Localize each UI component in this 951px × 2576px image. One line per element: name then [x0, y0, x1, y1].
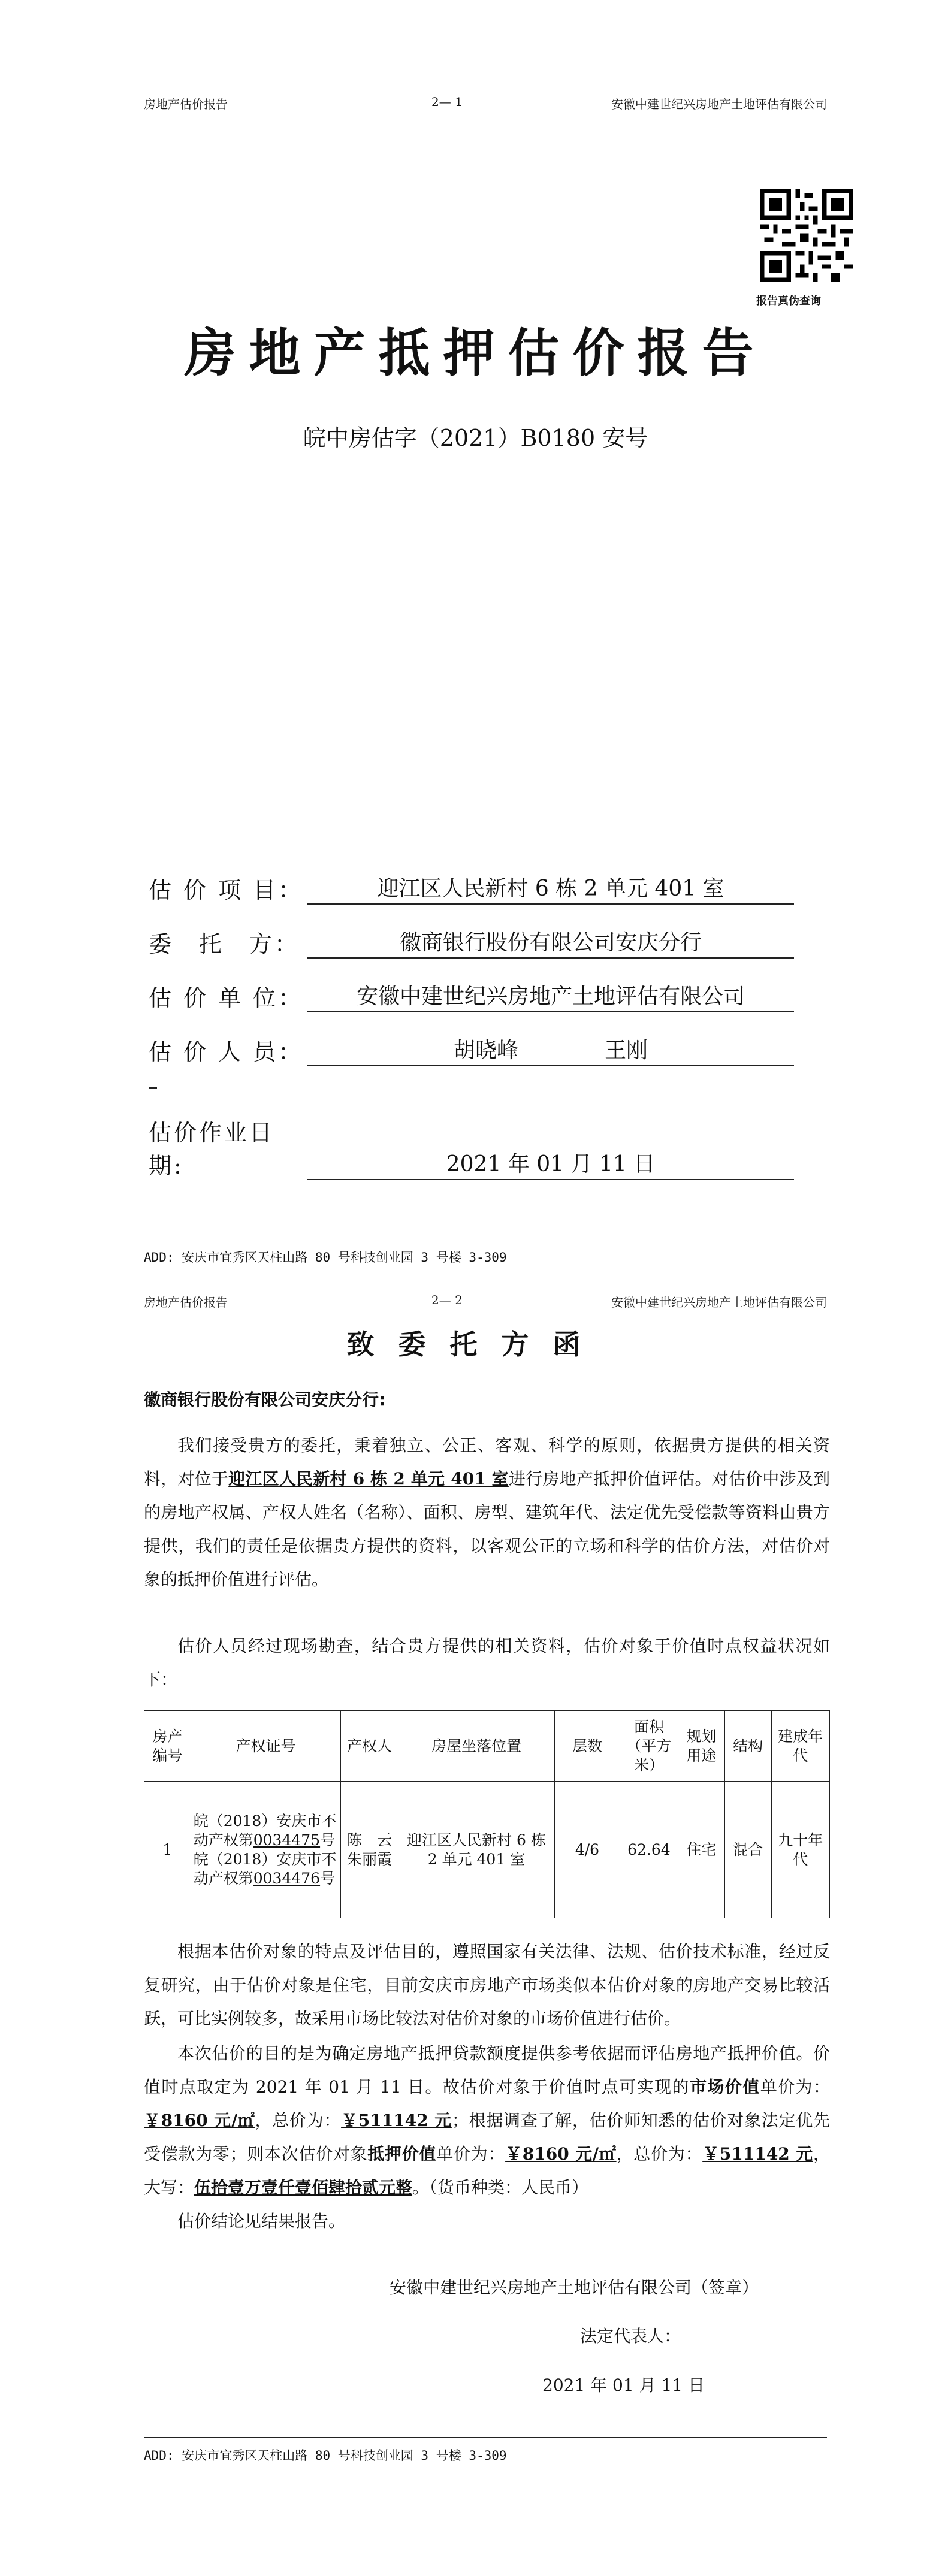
- field-value: 安徽中建世纪兴房地产土地评估有限公司: [307, 979, 794, 1012]
- table-cell-cert: 皖（2018）安庆市不动产权第0034475号 皖（2018）安庆市不动产权第0034476号: [191, 1782, 341, 1918]
- field-value: 徽商银行股份有限公司安庆分行: [307, 926, 794, 959]
- table-header-cell: 房产编号: [144, 1711, 191, 1782]
- report-title: 房地产抵押估价报告: [184, 323, 767, 383]
- letter-addressee: 徽商银行股份有限公司安庆分行:: [144, 1390, 386, 1410]
- table-header-cell: 层数: [555, 1711, 620, 1782]
- field-appraiser-unit: [149, 979, 794, 1012]
- signature-company: 安徽中建世纪兴房地产土地评估有限公司（签章）: [390, 2278, 759, 2297]
- field-work-date: [149, 1114, 794, 1180]
- property-table: [144, 1710, 830, 1918]
- stray-mark: [149, 1087, 157, 1089]
- qr-caption: 报告真伪查询: [756, 295, 821, 307]
- document-number: 皖中房估字（2021）B0180 安号: [303, 425, 648, 451]
- paragraph-1: 我们接受贵方的委托，秉着独立、公正、客观、科学的原则，依据贵方提供的相关资料，对位于迎江区人民新村 6 栋 2 单元 401 室进行房地产抵押价值评估。对估价中涉及到的房地产权属、产权人姓名（名称）、面积、房型、建筑年代、法定优先受偿款等资料由贵方提供，我们的责任是依据贵方提供的资料，以客观公正的立场和科学的估价方法，对估价对象的抵押价值进行评估。: [144, 1435, 830, 1589]
- header-page-number: 2— 2: [431, 1293, 463, 1307]
- paragraph-2: 估价人员经过现场勘查，结合贵方提供的相关资料，估价对象于价值时点权益状况如下：: [144, 1636, 830, 1689]
- table-header-cell: 建成年代: [771, 1711, 829, 1782]
- field-label: 委 托 方：: [149, 931, 300, 957]
- field-value: 胡晓峰 王刚: [307, 1033, 794, 1066]
- footer-rule: [144, 2437, 827, 2438]
- page1-footer: ADD: 安庆市宜秀区天柱山路 80 号科技创业园 3 号楼 3-309: [144, 1250, 507, 1265]
- header-left: 房地产估价报告: [144, 97, 228, 111]
- field-label: 估 价 项 目：: [149, 877, 304, 903]
- table-header-cell: 房屋坐落位置: [398, 1711, 555, 1782]
- field-client: [149, 926, 794, 959]
- table-header-cell: 面积（平方米）: [620, 1711, 678, 1782]
- table-cell: 住宅: [678, 1782, 725, 1918]
- table-header-cell: 规划用途: [678, 1711, 725, 1782]
- property-address: 迎江区人民新村 6 栋 2 单元 401 室: [228, 1469, 509, 1489]
- field-value: 迎江区人民新村 6 栋 2 单元 401 室: [307, 872, 794, 905]
- field-label: 估 价 单 位：: [149, 985, 304, 1011]
- table-header-cell: 产权人: [341, 1711, 398, 1782]
- table-cell: 混合: [724, 1782, 771, 1918]
- paragraph-4: 本次估价的目的是为确定房地产抵押贷款额度提供参考依据而评估房地产抵押价值。价值时点取定为 2021 年 01 月 11 日。故估价对象于价值时点可实现的市场价值单价为：￥8160 元/㎡，总价为：￥511142 元；根据调查了解，估价师知悉的估价对象法定优先受偿款为零；则本次估价对象抵押价值单价为：￥8160 元/㎡，总价为：￥511142 元，大写：伍拾壹万壹仟壹佰肆拾贰元整。（货币种类：人民币）: [144, 2043, 830, 2197]
- table-cell: 迎江区人民新村 6 栋 2 单元 401 室: [398, 1782, 555, 1918]
- table-cell: 4/6: [555, 1782, 620, 1918]
- header-right: 安徽中建世纪兴房地产土地评估有限公司: [611, 97, 827, 111]
- page2-footer: ADD: 安庆市宜秀区天柱山路 80 号科技创业园 3 号楼 3-309: [144, 2448, 507, 2463]
- header-left: 房地产估价报告: [144, 1295, 228, 1310]
- field-label: 估价作业日期:: [149, 1120, 275, 1179]
- paragraph-3: 根据本估价对象的特点及评估目的，遵照国家有关法律、法规、估价技术标准，经过反复研究，由于估价对象是住宅，目前安庆市房地产市场类似本估价对象的房地产交易比较活跃，可比实例较多，故采用市场比较法对估价对象的市场价值进行估价。: [144, 1942, 830, 2028]
- table-cell: 1: [144, 1782, 191, 1918]
- qr-code-icon[interactable]: [760, 189, 853, 282]
- letter-title: 致委托方函: [346, 1328, 605, 1360]
- field-appraisers: [149, 1033, 794, 1066]
- signature-representative: 法定代表人：: [580, 2326, 681, 2346]
- table-cell: 62.64: [620, 1782, 678, 1918]
- header-right: 安徽中建世纪兴房地产土地评估有限公司: [611, 1295, 827, 1310]
- table-cell: 九十年代: [771, 1782, 829, 1918]
- field-project: [149, 872, 794, 905]
- table-header-row: [144, 1711, 830, 1782]
- table-header-cell: 产权证号: [191, 1711, 341, 1782]
- signature-date: 2021 年 01 月 11 日: [542, 2375, 705, 2395]
- field-value: 2021 年 01 月 11 日: [307, 1147, 794, 1180]
- field-label: 估 价 人 员：: [149, 1039, 304, 1065]
- table-header-cell: 结构: [724, 1711, 771, 1782]
- table-row: [144, 1782, 830, 1918]
- paragraph-5: 估价结论见结果报告。: [177, 2211, 346, 2231]
- table-cell: 陈 云朱丽霞: [341, 1782, 398, 1918]
- header-page-number: 2— 1: [431, 95, 463, 109]
